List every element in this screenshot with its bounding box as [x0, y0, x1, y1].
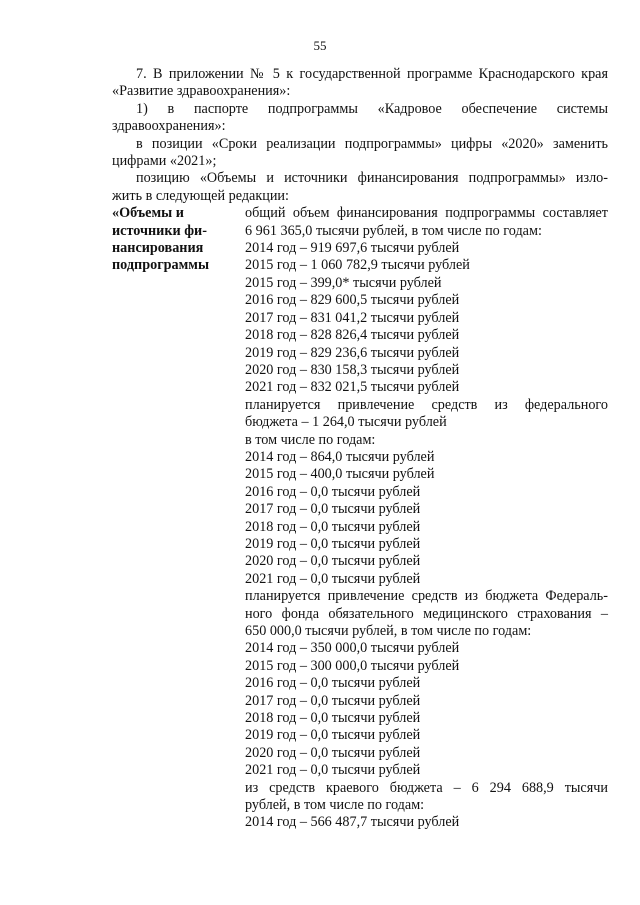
position1-line-2: цифрами «2021»;: [112, 153, 217, 170]
regional-line-1: из средств краевого бюджета – 6 294 688,9 тысячи: [245, 779, 608, 796]
total-year-row: 2016 год – 829 600,5 тысячи рублей: [245, 292, 460, 309]
regional-line-2: рублей, в том числе по годам:: [245, 797, 425, 814]
oms-line-2: ного фонда обязательного медицинского страхования –: [245, 605, 608, 622]
federal-year-row: 2016 год – 0,0 тысячи рублей: [245, 483, 421, 500]
financing-label: [112, 205, 245, 832]
document-content: [112, 66, 608, 832]
total-year-row: 2015 год – 1 060 782,9 тысячи рублей: [245, 257, 470, 274]
position1-line-1: в позиции «Сроки реализации подпрограммы» цифры «2020» заменить: [136, 135, 608, 152]
federal-year-row: 2021 год – 0,0 тысячи рублей: [245, 570, 421, 587]
regional-year-row: 2014 год – 566 487,7 тысячи рублей: [245, 814, 460, 831]
total-year-row: 2015 год – 399,0* тысячи рублей: [245, 274, 442, 291]
total-year-row: 2018 год – 828 826,4 тысячи рублей: [245, 327, 460, 344]
total-line-2: 6 961 365,0 тысячи рублей, в том числе по годам:: [245, 222, 542, 239]
page-number: 55: [313, 38, 327, 53]
position2-line-2: жить в следующей редакции:: [112, 187, 289, 204]
item1-line-2: здравоохранения»:: [112, 118, 226, 135]
total-year-row: 2017 год – 831 041,2 тысячи рублей: [245, 309, 460, 326]
federal-line-3: в том числе по годам:: [245, 431, 376, 448]
oms-year-row: 2014 год – 350 000,0 тысячи рублей: [245, 640, 460, 657]
federal-year-row: 2019 год – 0,0 тысячи рублей: [245, 535, 421, 552]
financing-values: [245, 205, 608, 832]
label-line: «Объемы и: [112, 205, 184, 222]
total-year-row: 2019 год – 829 236,6 тысячи рублей: [245, 344, 460, 361]
oms-year-row: 2021 год – 0,0 тысячи рублей: [245, 762, 421, 779]
oms-year-row: 2020 год – 0,0 тысячи рублей: [245, 744, 421, 761]
financing-table: [112, 205, 608, 832]
position2-line-1: позицию «Объемы и источники финансирования подпрограммы» изло-: [136, 170, 608, 187]
oms-year-row: 2019 год – 0,0 тысячи рублей: [245, 727, 421, 744]
intro-line-1: 7. В приложении № 5 к государственной программе Краснодарского края: [136, 66, 608, 82]
oms-line-1: планируется привлечение средств из бюджета Федераль-: [245, 588, 608, 605]
oms-year-row: 2016 год – 0,0 тысячи рублей: [245, 675, 421, 692]
total-year-row: 2020 год – 830 158,3 тысячи рублей: [245, 361, 460, 378]
federal-line-2: бюджета – 1 264,0 тысячи рублей: [245, 414, 447, 431]
label-line: нансирования: [112, 240, 204, 257]
federal-year-row: 2020 год – 0,0 тысячи рублей: [245, 553, 421, 570]
oms-year-row: 2015 год – 300 000,0 тысячи рублей: [245, 657, 460, 674]
total-year-row: 2014 год – 919 697,6 тысячи рублей: [245, 240, 460, 257]
federal-year-row: 2017 год – 0,0 тысячи рублей: [245, 501, 421, 518]
federal-year-row: 2018 год – 0,0 тысячи рублей: [245, 518, 421, 535]
total-year-row: 2021 год – 832 021,5 тысячи рублей: [245, 379, 460, 396]
oms-line-3: 650 000,0 тысячи рублей, в том числе по годам:: [245, 623, 532, 639]
label-line: подпрограммы: [112, 257, 210, 274]
federal-year-row: 2014 год – 864,0 тысячи рублей: [245, 448, 435, 465]
federal-year-row: 2015 год – 400,0 тысячи рублей: [245, 466, 435, 483]
intro-line-2: «Развитие здравоохранения»:: [112, 83, 291, 100]
label-line: источники фи-: [112, 222, 207, 239]
total-line-1: общий объем финансирования подпрограммы составляет: [245, 205, 608, 222]
oms-year-row: 2017 год – 0,0 тысячи рублей: [245, 692, 421, 709]
federal-line-1: планируется привлечение средств из федерального: [245, 396, 608, 413]
item1-line-1: 1) в паспорте подпрограммы «Кадровое обеспечение системы: [136, 100, 608, 117]
oms-year-row: 2018 год – 0,0 тысячи рублей: [245, 710, 421, 727]
